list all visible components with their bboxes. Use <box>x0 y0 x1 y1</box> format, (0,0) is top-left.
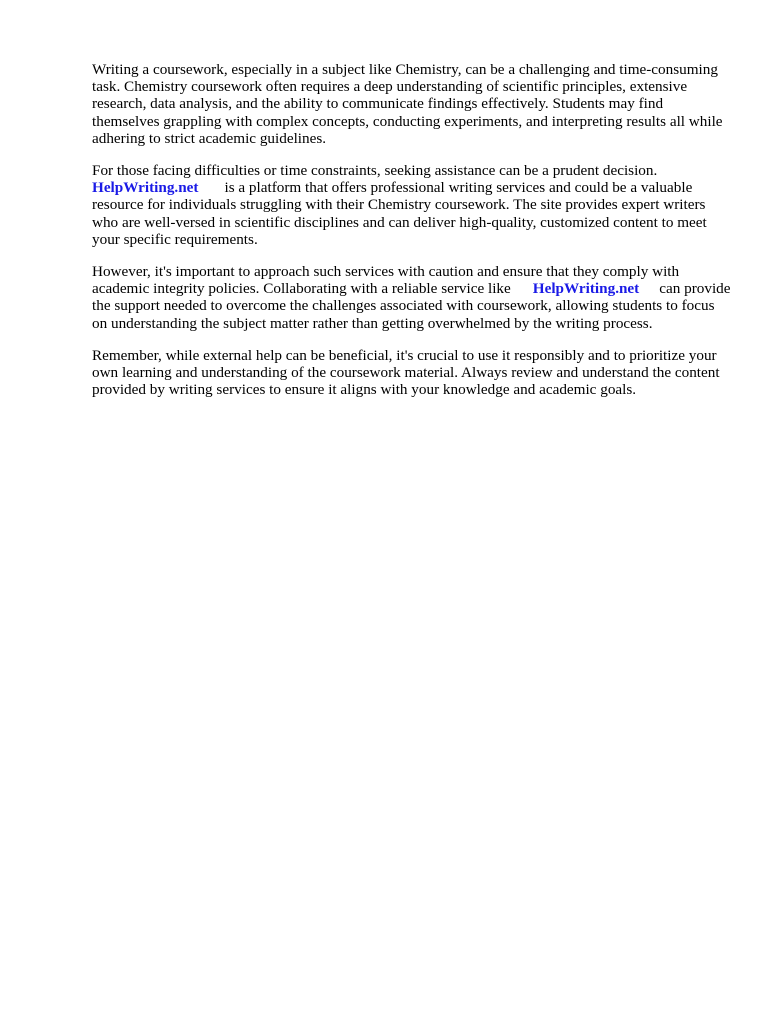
paragraph-caution-rest: can provide the support needed to overcome the challenges associated with coursework, allowing students to focus on understanding the subject matter rather than getting overwhelmed by the writing process. <box>92 280 731 332</box>
helpwriting-link-1[interactable]: HelpWriting.net <box>92 179 199 197</box>
paragraph-assistance-rest: is a platform that offers professional writing services and could be a valuable resource for individuals struggling with their Chemistry coursework. The site provides expert writers who are well-versed in scientific disciplines and can deliver high-quality, customized content to meet your specific requirements. <box>92 179 707 248</box>
paragraph-caution-lead: However, it's important to approach such services with caution and ensure that they comply with academic integrity policies. Collaborating with a reliable service like <box>92 263 680 298</box>
document-body <box>92 61 732 413</box>
paragraph-intro <box>92 61 732 147</box>
helpwriting-link-2[interactable]: HelpWriting.net <box>532 280 640 298</box>
paragraph-assistance <box>92 162 732 248</box>
paragraph-intro-text: Writing a coursework, especially in a subject like Chemistry, can be a challenging and time-consuming task. Chemistry coursework often requires a deep understanding of scientific principles, extensive research, data analysis, and the ability to communicate findings effectively. Students may find themselves grappling with complex concepts, conducting experiments, and interpreting results all while adhering to strict academic guidelines. <box>92 61 723 147</box>
paragraph-reminder-text: Remember, while external help can be beneficial, it's crucial to use it responsibly and to prioritize your own learning and understanding of the coursework material. Always review and understand the content provided by writing services to ensure it aligns with your knowledge and academic goals. <box>92 346 720 399</box>
paragraph-reminder <box>92 347 732 399</box>
paragraph-caution <box>92 263 732 332</box>
paragraph-assistance-lead: For those facing difficulties or time constraints, seeking assistance can be a prudent decision. <box>92 162 658 180</box>
